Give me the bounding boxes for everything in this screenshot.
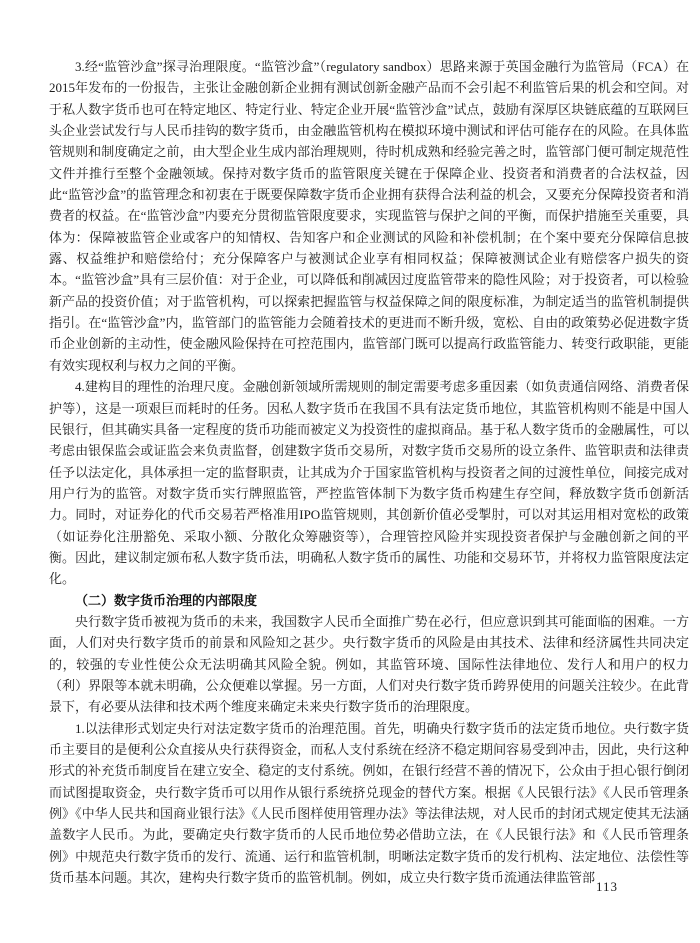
paragraph-regulatory-sandbox: 3.经“监管沙盒”探寻治理限度。“监管沙盒”（regulatory sandbox）思路来源于英国金融行为监管局（FCA）在2015年发布的一份报告，主张让金融创新企业拥有测试创新金融产品而不会引起不利监管后果的机会和空间。对于私人数字货币也可在特定地区、特定行业、特定企业开展“监管沙盒”试点，鼓励有深厚区块链底蕴的互联网巨头企业尝试发行与人民币挂钩的数字货币，由金融监管机构在模拟环境中测试和评估可能存在的风险。在具体监管规则和制度确定之前，由大型企业生成内部治理规则，待时机成熟和经验完善之时，监管部门便可制定规范性文件并推行至整个金融领域。保持对数字货币的监管限度关键在于保障企业、投资者和消费者的合法权益，因此“监管沙盒”的监管理念和初衷在于既要保障数字货币企业拥有获得合法利益的机会，又要充分保障投资者和消费者的权益。在“监管沙盒”内要充分贯彻监管限度要求，实现监管与保护之间的平衡，而保护措施至关重要，具体为：保障被监管企业或客户的知情权、告知客户和企业测试的风险和补偿机制；在个案中要充分保障信息披露、权益维护和赔偿给付；充分保障客户与被测试企业享有相同权益；保障被测试企业有赔偿客户损失的资本。“监管沙盒”具有三层价值：对于企业，可以降低和削减因过度监管带来的隐性风险；对于投资者，可以检验新产品的投资价值；对于监管机构，可以探索把握监管与权益保障之间的限度标准，为制定适当的监管机制提供指引。在“监管沙盒”内，监管部门的监管能力会随着技术的更进而不断升级，宽松、自由的政策势必促进数字货币企业创新的主动性，使金融风险保持在可控范围内，监管部门既可以提高行政监管能力、转变行政职能，更能有效实现权利与权力之间的平衡。: [49, 59, 689, 373]
section-heading-internal-limits: （二）数字货币治理的内部限度: [75, 592, 258, 608]
paragraph-legal-delimitation: 1.以法律形式划定央行对法定数字货币的治理范围。首先，明确央行数字货币的法定货币地位。央行数字货币主要目的是便利公众直接从央行获得资金，而私人支付系统在经济不稳定期间容易受到冲击，因此，央行这种形式的补充货币制度旨在建立安全、稳定的支付系统。例如，在银行经营不善的情况下，公众由于担心银行倒闭而试图提取资金，央行数字货币可以用作从银行系统挤兑现金的替代方案。根据《人民银行法》《人民币管理条例》《中华人民共和国商业银行法》《人民币图样使用管理办法》等法律法规，对人民币的封闭式规定使其无法涵盖数字人民币。为此，要确定央行数字货币的人民币地位势必借助立法，在《人民银行法》和《人民币管理条例》中规范央行数字货币的发行、流通、运行和监管机制，明晰法定数字货币的发行机构、法定地位、法偿性等货币基本问题。其次，建构央行数字货币的监管机制。例如，成立央行数字货币流通法律监管部: [49, 720, 689, 886]
text-block: [49, 56, 689, 888]
page-number: 113: [596, 879, 619, 894]
paragraph-cbdc-future: 央行数字货币被视为货币的未来，我国数字人民币全面推广势在必行，但应意识到其可能面临的困难。一方面，人们对央行数字货币的前景和风险知之甚少。央行数字货币的风险是由其技术、法律和经济属性共同决定的，较强的专业性使公众无法明确其风险全貌。例如，其监管环境、国际性法律地位、发行人和用户的权力（利）界限等本就未明确，公众便难以掌握。另一方面，人们对央行数字货币跨界使用的问题关注较少。在此背景下，有必要从法律和技术两个维度来确定未来央行数字货币的治理限度。: [49, 613, 689, 715]
paragraph-purpose-rational-scale: 4.建构目的理性的治理尺度。金融创新领域所需规则的制定需要考虑多重因素（如负责通信网络、消费者保护等），这是一项艰巨而耗时的任务。因私人数字货币在我国不具有法定货币地位，其监管机构则不能是中国人民银行，但其确实具备一定程度的货币功能而被定义为投资性的虚拟商品。基于私人数字货币的金融属性，可以考虑由银保监会或证监会来负责监督，创建数字货币交易所，对数字货币交易所的设立条件、监管职责和法律责任予以法定化，具体承担一定的监督职责，让其成为介于国家监管机构与投资者之间的过渡性单位，间接完成对用户行为的监管。对数字货币实行牌照监管，严控监管体制下为数字货币构建生存空间，释放数字货币创新活力。同时，对证券化的代币交易若严格准用IPO监管规则，其创新价值必受掣肘，可以对其运用相对宽松的政策（如证券化注册豁免、采取小额、分散化众筹融资等），合理管控风险并实现投资者保护与金融创新之间的平衡。因此，建议制定颁布私人数字货币法，明确私人数字货币的属性、功能和交易环节，并将权力监管限度法定化。: [49, 379, 689, 587]
